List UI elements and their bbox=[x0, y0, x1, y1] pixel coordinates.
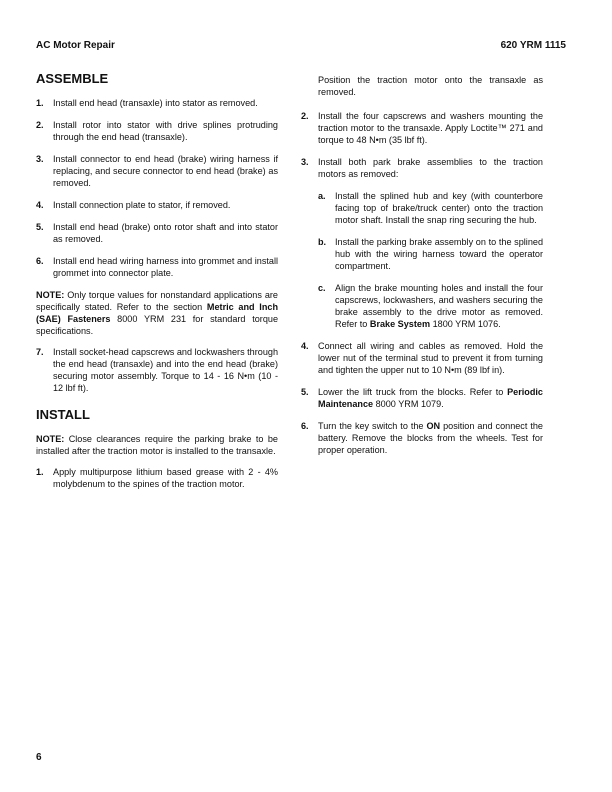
assemble-step bbox=[36, 153, 278, 189]
substep-reference: Brake System bbox=[369, 319, 431, 329]
assemble-step bbox=[36, 346, 278, 394]
step-number: 7. bbox=[36, 347, 44, 357]
left-column bbox=[36, 72, 278, 500]
substep-text: Install the parking brake assembly on to the splined hub with the wiring harness toward the operator compartment. bbox=[335, 237, 543, 271]
install-note bbox=[36, 433, 278, 457]
install-substep bbox=[301, 236, 543, 272]
step-text: Connect all wiring and cables as removed. Hold the lower nut of the terminal stud to prevent it from turning and tighten the upper nut to 10 N•m (89 lbf in). bbox=[318, 341, 543, 375]
step-text bbox=[318, 420, 543, 456]
step-text bbox=[318, 386, 543, 410]
note-label: NOTE: bbox=[36, 434, 65, 444]
step-number: 5. bbox=[36, 222, 44, 232]
step-text-part: position and connect the battery. Remove the blocks from the wheels. Test for proper operation. bbox=[318, 421, 543, 455]
step-number: 2. bbox=[301, 111, 309, 121]
install-step bbox=[301, 420, 543, 456]
substep-text: Install the splined hub and key (with counterbore facing top of brake/truck center) onto the traction motor shaft. Install the snap ring securing the hub. bbox=[335, 191, 543, 225]
step-number: 5. bbox=[301, 387, 309, 397]
install-step bbox=[301, 386, 543, 410]
assemble-step bbox=[36, 97, 278, 109]
step-number: 4. bbox=[301, 341, 309, 351]
header-doc-number: 620 YRM 1115 bbox=[500, 40, 566, 51]
step-text: Install end head (brake) onto rotor shaft and into stator as removed. bbox=[53, 222, 278, 244]
step-text: Install end head wiring harness into grommet and install grommet into connector plate. bbox=[53, 256, 278, 278]
torque-note bbox=[36, 289, 278, 337]
assemble-step bbox=[36, 119, 278, 143]
step-text: Install the four capscrews and washers mounting the traction motor to the transaxle. Apply Loctite™ 271 and torque to 48 N•m (35 lbf ft). bbox=[318, 111, 543, 145]
install-substep bbox=[301, 190, 543, 226]
step-text: Install connection plate to stator, if removed. bbox=[53, 200, 231, 210]
note-text: Only torque values for nonstandard applications are specifically stated. Refer to the section bbox=[36, 290, 278, 312]
step-number: 6. bbox=[36, 256, 44, 266]
assemble-step bbox=[36, 199, 278, 211]
step-number: 2. bbox=[36, 120, 44, 130]
note-text: 8000 YRM 231 for standard torque specifications. bbox=[36, 314, 278, 336]
step-number: 3. bbox=[301, 157, 309, 167]
install-step bbox=[301, 340, 543, 376]
section-title-assemble: ASSEMBLE bbox=[36, 71, 109, 86]
header-title: AC Motor Repair bbox=[36, 40, 115, 51]
step-text: Install rotor into stator with drive splines protruding through the end head (transaxle). bbox=[53, 120, 278, 142]
step-number: 3. bbox=[36, 154, 44, 164]
step-text-part: 8000 YRM 1079. bbox=[373, 399, 444, 409]
substep-letter: b. bbox=[318, 237, 327, 247]
step-text: Install connector to end head (brake) wiring harness if replacing, and secure connector to end head (brake) as removed. bbox=[53, 154, 278, 188]
step-text: Install socket-head capscrews and lockwashers through the end head (transaxle) and into the end head (brake) securing motor assembly. Torque to 14 - 16 N•m (10 - 12 lbf ft). bbox=[53, 347, 278, 393]
install-step bbox=[301, 110, 543, 146]
note-label: NOTE: bbox=[36, 290, 65, 300]
step-number: 4. bbox=[36, 200, 44, 210]
step-number: 6. bbox=[301, 421, 309, 431]
substep-letter: a. bbox=[318, 191, 326, 201]
right-column bbox=[301, 74, 543, 466]
step-text: Install both park brake assemblies to the traction motors as removed: bbox=[318, 157, 543, 179]
step-number: 1. bbox=[36, 98, 44, 108]
assemble-step bbox=[36, 255, 278, 279]
install-step bbox=[36, 466, 278, 490]
substep-text-part: 1800 YRM 1076. bbox=[430, 319, 501, 329]
note-reference: Metric and Inch (SAE) Fasteners bbox=[36, 302, 279, 324]
step-text: Install end head (transaxle) into stator as removed. bbox=[53, 98, 258, 108]
page-number: 6 bbox=[36, 752, 42, 763]
substep-text-part: Align the brake mounting holes and install the four capscrews, lockwashers, and washers securing the brake assembly to the drive motor as removed. Refer to bbox=[335, 283, 543, 329]
substep-text bbox=[335, 282, 543, 330]
step-continuation: Position the traction motor onto the transaxle as removed. bbox=[318, 75, 543, 97]
step-text: Apply multipurpose lithium based grease with 2 - 4% molybdenum to the spines of the traction motor. bbox=[53, 467, 278, 489]
install-substep bbox=[301, 282, 543, 330]
step-emphasis: ON bbox=[426, 421, 441, 431]
step-number: 1. bbox=[36, 467, 44, 477]
section-title-install: INSTALL bbox=[36, 407, 90, 422]
assemble-step bbox=[36, 221, 278, 245]
substep-letter: c. bbox=[318, 283, 326, 293]
step-text-part: Lower the lift truck from the blocks. Refer to bbox=[318, 387, 508, 397]
step-text-part: Turn the key switch to the bbox=[318, 421, 427, 431]
step-reference: Periodic Maintenance bbox=[318, 387, 543, 409]
note-text: Close clearances require the parking brake to be installed after the traction motor is installed to the transaxle. bbox=[36, 434, 278, 456]
install-step bbox=[301, 156, 543, 180]
